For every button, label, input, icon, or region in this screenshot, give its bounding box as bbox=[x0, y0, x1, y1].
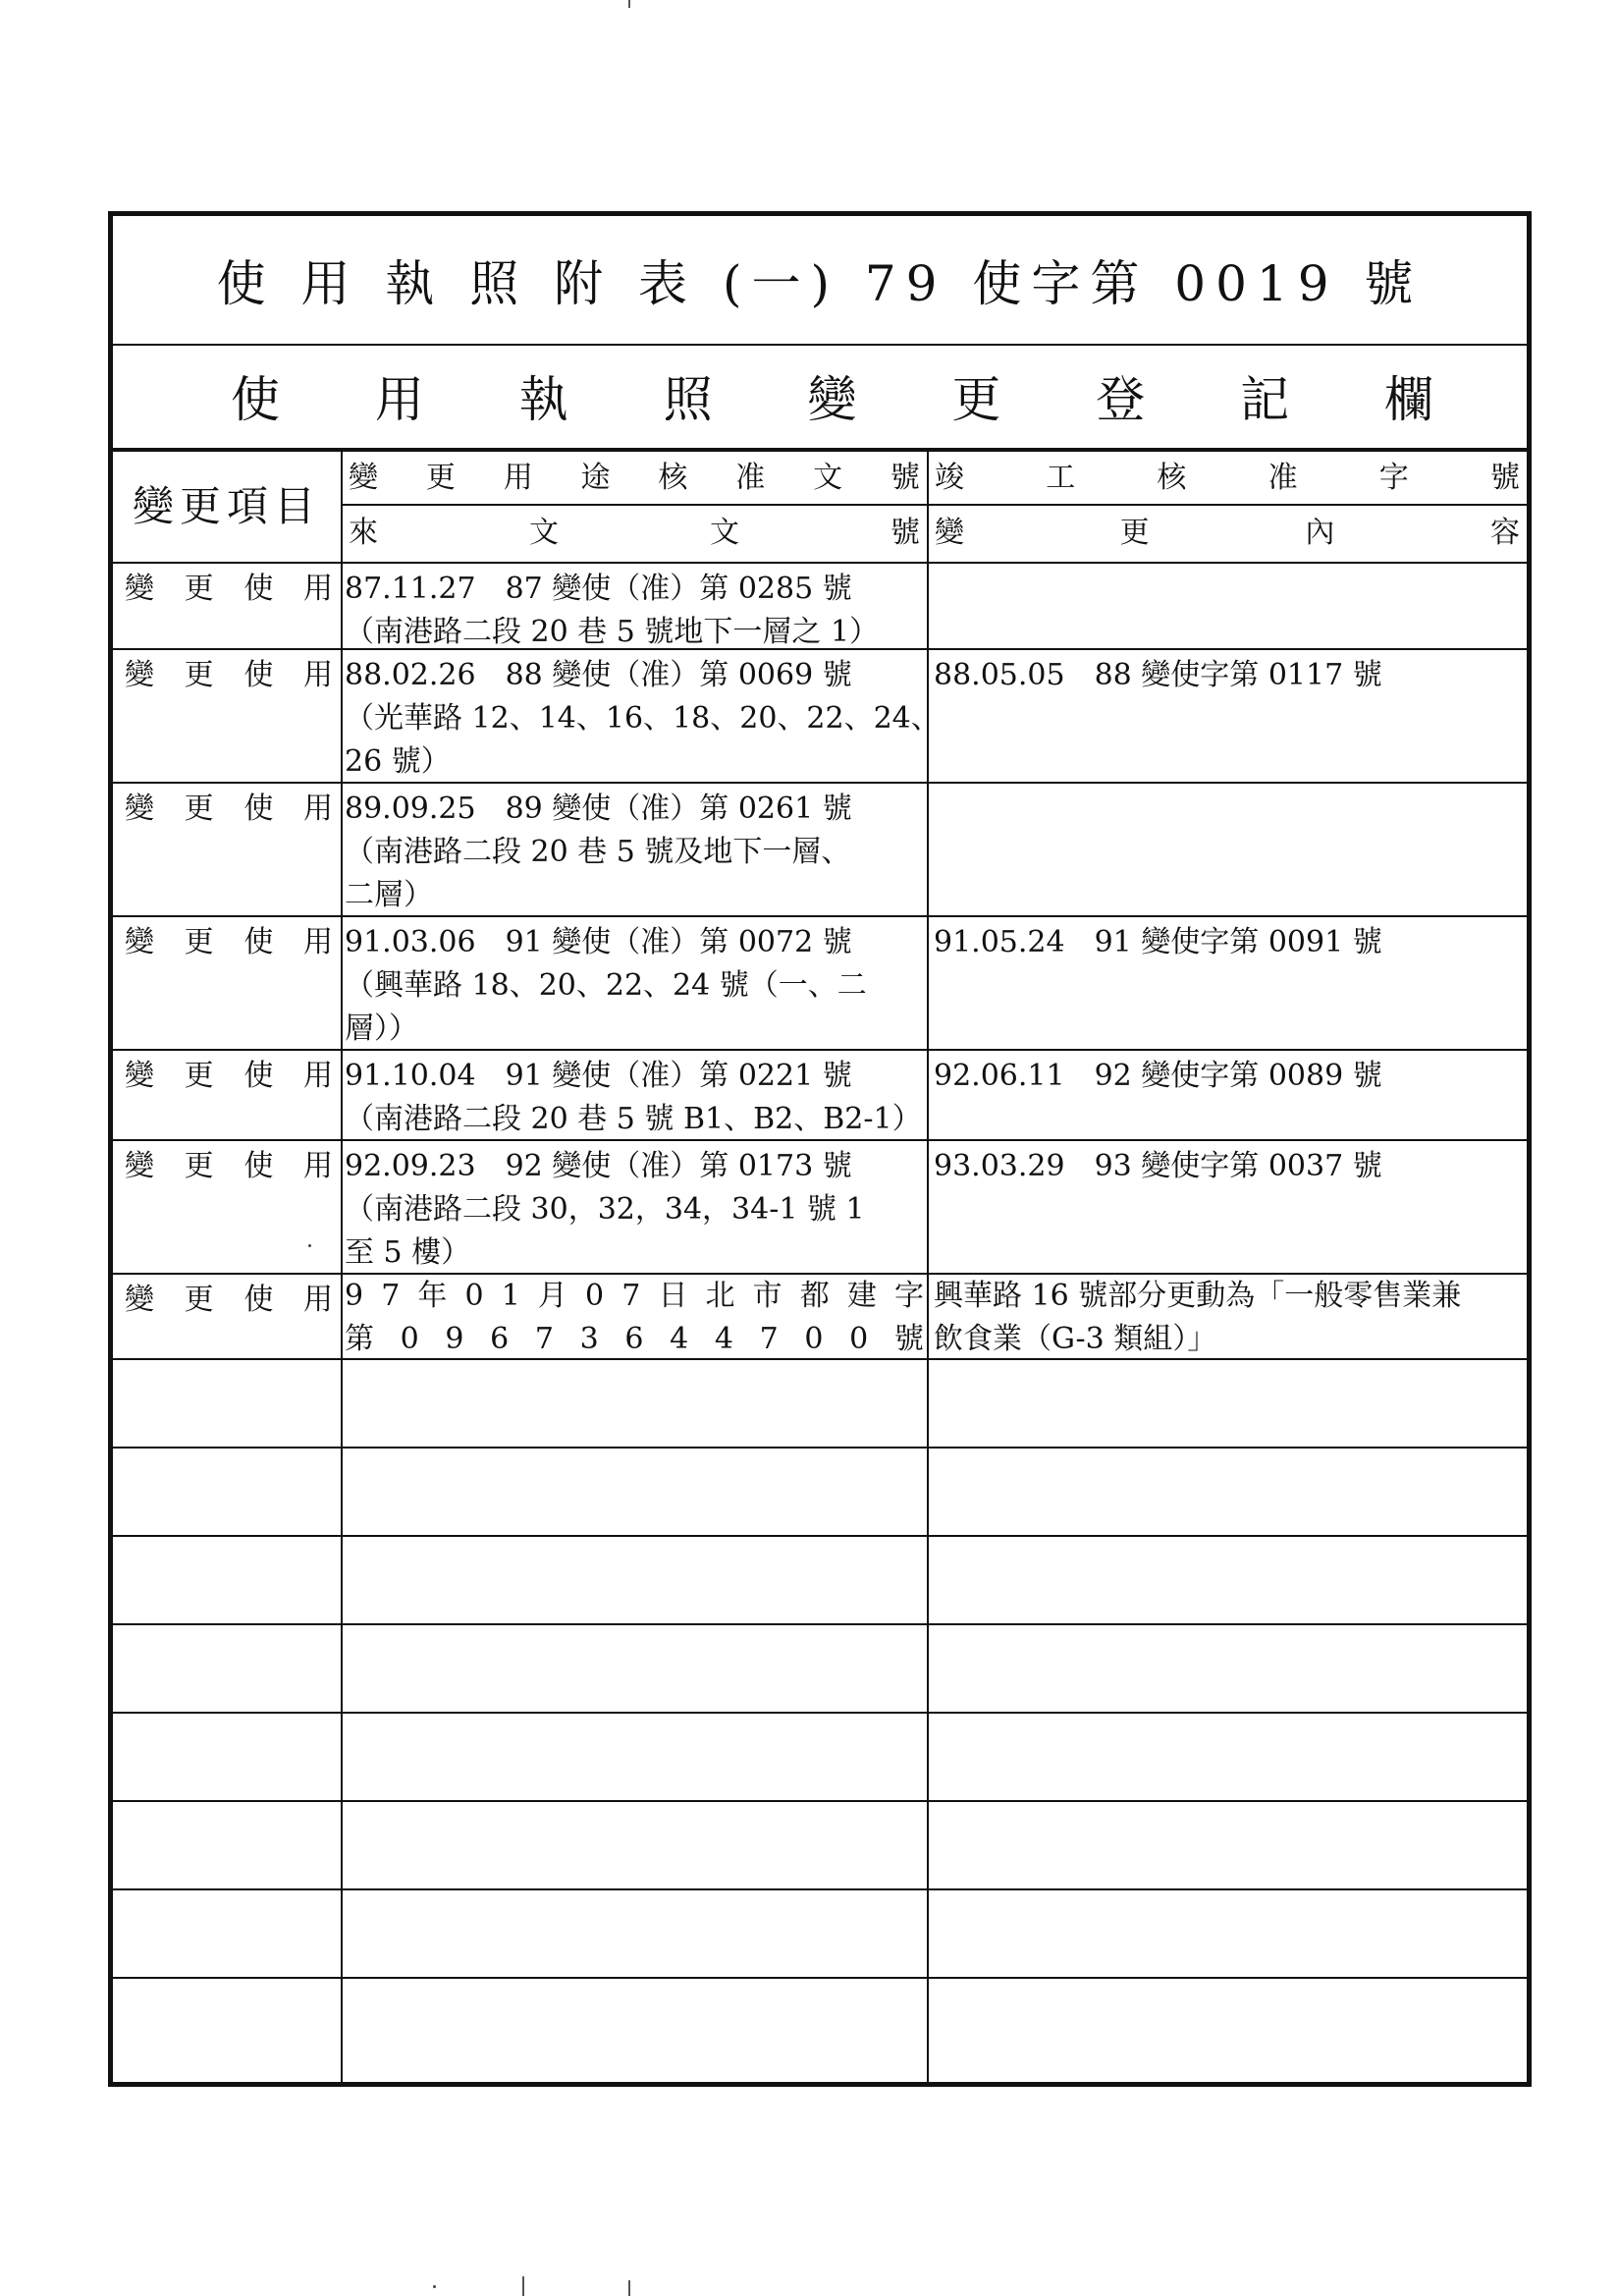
header-char: 變 bbox=[935, 516, 964, 550]
approval-doc-char: 7 bbox=[621, 1279, 641, 1313]
approval-doc-char: 4 bbox=[714, 1322, 733, 1356]
column-divider-1 bbox=[341, 452, 343, 2087]
change-item-char: 更 bbox=[184, 658, 214, 692]
change-content-line: 興華路 16 號部分更動為「一般零售業兼 bbox=[934, 1279, 1462, 1313]
change-item-char: 用 bbox=[302, 792, 333, 826]
approval-doc-line: 88.02.26 88 變使（准）第 0069 號 bbox=[345, 658, 852, 692]
header-char: 核 bbox=[1157, 461, 1187, 495]
change-item-char: 變 bbox=[125, 925, 154, 959]
approval-doc-char: 9 bbox=[445, 1322, 464, 1356]
header-completion-approval-no bbox=[935, 454, 1520, 503]
approval-doc-char: 9 bbox=[345, 1279, 364, 1313]
change-item-char: 更 bbox=[184, 1283, 214, 1317]
change-item-char: 用 bbox=[302, 1149, 333, 1183]
change-item-char: 使 bbox=[243, 792, 274, 826]
header-change-item-text: 變更項目 bbox=[132, 482, 321, 530]
approval-doc-line: （南港路二段 20 巷 5 號地下一層之 1） bbox=[345, 615, 880, 649]
change-item-char: 變 bbox=[125, 792, 154, 826]
approval-doc-char: 都 bbox=[799, 1279, 830, 1313]
approval-doc-char: 3 bbox=[579, 1322, 599, 1356]
section-title-char: 使 bbox=[231, 371, 280, 428]
header-incoming-doc-no bbox=[349, 508, 920, 559]
change-item-label bbox=[115, 1279, 339, 1322]
header-char: 文 bbox=[813, 461, 843, 495]
approval-doc-char: 6 bbox=[624, 1322, 644, 1356]
approval-doc-char: 7 bbox=[534, 1322, 554, 1356]
completion-approval-cell bbox=[934, 654, 1523, 782]
approval-doc-cell bbox=[345, 654, 941, 782]
approval-doc-char: 0 bbox=[849, 1322, 869, 1356]
completion-approval-cell bbox=[934, 1145, 1523, 1273]
approval-doc-line: 92.09.23 92 變使（准）第 0173 號 bbox=[345, 1149, 852, 1183]
row-line-14 bbox=[113, 1977, 1527, 1979]
change-item-char: 變 bbox=[125, 658, 154, 692]
approval-doc-char: 日 bbox=[658, 1279, 688, 1313]
change-item-char: 更 bbox=[184, 792, 214, 826]
header-char: 來 bbox=[349, 516, 378, 550]
approval-doc-line: 91.10.04 91 變使（准）第 0221 號 bbox=[345, 1059, 852, 1093]
approval-doc-char: 第 bbox=[345, 1322, 374, 1356]
section-title-char: 更 bbox=[951, 371, 1001, 428]
row-line-11 bbox=[113, 1712, 1527, 1714]
header-char: 核 bbox=[658, 461, 688, 495]
change-item-char: 使 bbox=[243, 1283, 274, 1317]
approval-doc-line: （南港路二段 20 巷 5 號及地下一層、 bbox=[345, 835, 851, 869]
section-title-char: 照 bbox=[663, 371, 713, 428]
approval-doc-char: 市 bbox=[752, 1279, 782, 1313]
change-item-char: 更 bbox=[184, 572, 214, 606]
approval-doc-line: 層）） bbox=[345, 1011, 418, 1046]
row-line-8 bbox=[113, 1447, 1527, 1449]
completion-approval-cell bbox=[934, 788, 1523, 915]
approval-doc-char: 0 bbox=[804, 1322, 824, 1356]
approval-doc-cell bbox=[345, 1145, 924, 1273]
change-item-char: 用 bbox=[302, 1059, 333, 1093]
section-title-char: 登 bbox=[1096, 371, 1146, 428]
approval-doc-line: （興華路 18、20、22、24 號（一、二 bbox=[345, 968, 867, 1003]
change-content-cell bbox=[934, 1275, 1529, 1361]
change-item-char: 使 bbox=[243, 1149, 274, 1183]
approval-doc-line bbox=[345, 1275, 924, 1318]
approval-doc-char: 建 bbox=[846, 1279, 877, 1313]
approval-doc-char: 年 bbox=[417, 1279, 448, 1313]
approval-doc-line: （光華路 12、14、16、18、20、22、24、 bbox=[345, 701, 941, 736]
header-char: 准 bbox=[735, 461, 766, 495]
change-item-char: 用 bbox=[302, 925, 333, 959]
approval-doc-line: （南港路二段 30，32，34，34-1 號 1 bbox=[345, 1192, 865, 1227]
completion-approval-line: 88.05.05 88 變使字第 0117 號 bbox=[934, 658, 1382, 692]
section-title-char: 用 bbox=[374, 371, 424, 428]
approval-doc-cell bbox=[345, 921, 924, 1049]
change-item-label bbox=[115, 1145, 339, 1188]
approval-doc-char: 月 bbox=[537, 1279, 567, 1313]
change-item-label bbox=[115, 1055, 339, 1098]
approval-doc-char: 0 bbox=[400, 1322, 419, 1356]
header-char: 號 bbox=[890, 516, 920, 550]
header-char: 更 bbox=[1119, 516, 1150, 550]
column-divider-2 bbox=[927, 452, 929, 2087]
approval-doc-char: 1 bbox=[501, 1279, 520, 1313]
approval-doc-line: 87.11.27 87 變使（准）第 0285 號 bbox=[345, 572, 852, 606]
header-char: 字 bbox=[1378, 461, 1409, 495]
change-item-label bbox=[115, 921, 339, 964]
scan-tick-bottom-2 bbox=[628, 2280, 630, 2296]
approval-doc-line bbox=[345, 1318, 924, 1361]
approval-doc-cell bbox=[345, 788, 924, 915]
approval-doc-char: 0 bbox=[585, 1279, 605, 1313]
change-item-char: 更 bbox=[184, 1149, 214, 1183]
header-char: 用 bbox=[503, 461, 533, 495]
scan-dot bbox=[433, 2285, 436, 2288]
completion-approval-line: 92.06.11 92 變使字第 0089 號 bbox=[934, 1059, 1382, 1093]
approval-doc-line: 至 5 樓） bbox=[345, 1235, 471, 1270]
completion-approval-line: 91.05.24 91 變使字第 0091 號 bbox=[934, 925, 1382, 959]
approval-doc-line: （南港路二段 20 巷 5 號 B1、B2、B2-1） bbox=[345, 1102, 922, 1136]
approval-doc-char: 4 bbox=[670, 1322, 689, 1356]
scan-tick-bottom-1 bbox=[522, 2276, 524, 2296]
row-line-10 bbox=[113, 1623, 1527, 1625]
scan-tick-top bbox=[628, 0, 630, 8]
header-change-item bbox=[113, 452, 341, 562]
header-char: 途 bbox=[580, 461, 611, 495]
section-title-char: 欄 bbox=[1384, 371, 1433, 428]
section-title-char: 記 bbox=[1240, 371, 1290, 428]
document-title bbox=[113, 216, 1527, 346]
change-item-char: 更 bbox=[184, 925, 214, 959]
change-item-char: 用 bbox=[302, 658, 333, 692]
header-char: 變 bbox=[349, 461, 378, 495]
usage-permit-form bbox=[108, 211, 1532, 2087]
header-approval-doc-no bbox=[349, 454, 920, 503]
header-char: 內 bbox=[1305, 516, 1335, 550]
approval-doc-line: 26 號） bbox=[345, 744, 451, 779]
change-item-char: 使 bbox=[243, 925, 274, 959]
document-title-text: 使 用 執 照 附 表 (一) 79 使字第 0019 號 bbox=[216, 255, 1424, 312]
change-item-char: 更 bbox=[184, 1059, 214, 1093]
header-char: 文 bbox=[529, 516, 559, 550]
change-content-line: 飲食業（G-3 類組）」 bbox=[934, 1322, 1217, 1356]
approval-doc-line: 89.09.25 89 變使（准）第 0261 號 bbox=[345, 792, 852, 826]
change-item-label bbox=[115, 788, 339, 831]
header-mid-line bbox=[341, 504, 1527, 506]
change-item-label bbox=[115, 568, 339, 611]
header-char: 容 bbox=[1489, 516, 1520, 550]
header-char: 工 bbox=[1046, 461, 1076, 495]
approval-doc-char: 北 bbox=[705, 1279, 735, 1313]
header-char: 竣 bbox=[935, 461, 964, 495]
approval-doc-line: 91.03.06 91 變使（准）第 0072 號 bbox=[345, 925, 852, 959]
change-item-char: 用 bbox=[302, 1283, 333, 1317]
section-title-char: 變 bbox=[807, 371, 857, 428]
change-item-char: 變 bbox=[125, 1149, 154, 1183]
approval-doc-char: 7 bbox=[759, 1322, 779, 1356]
approval-doc-cell bbox=[345, 1275, 924, 1361]
header-char: 號 bbox=[890, 461, 920, 495]
approval-doc-char: 字 bbox=[893, 1279, 924, 1313]
approval-doc-char: 0 bbox=[464, 1279, 484, 1313]
change-item-char: 變 bbox=[125, 572, 154, 606]
header-char: 更 bbox=[425, 461, 456, 495]
change-item-char: 使 bbox=[243, 658, 274, 692]
header-char: 號 bbox=[1489, 461, 1520, 495]
header-change-content bbox=[935, 508, 1520, 559]
header-bottom-line bbox=[113, 562, 1527, 564]
change-item-char: 使 bbox=[243, 572, 274, 606]
row-line-9 bbox=[113, 1535, 1527, 1537]
row-line-12 bbox=[113, 1800, 1527, 1802]
change-item-char: 變 bbox=[125, 1059, 154, 1093]
change-record-table bbox=[113, 452, 1527, 2087]
header-char: 文 bbox=[710, 516, 739, 550]
approval-doc-char: 7 bbox=[381, 1279, 401, 1313]
section-title bbox=[113, 344, 1527, 452]
change-item-char: 使 bbox=[243, 1059, 274, 1093]
row-line-13 bbox=[113, 1888, 1527, 1890]
approval-doc-char: 6 bbox=[490, 1322, 510, 1356]
approval-doc-char: 號 bbox=[893, 1322, 924, 1356]
change-item-char: 變 bbox=[125, 1283, 154, 1317]
change-item-char: 用 bbox=[302, 572, 333, 606]
completion-approval-line: 93.03.29 93 變使字第 0037 號 bbox=[934, 1149, 1382, 1183]
completion-approval-cell bbox=[934, 921, 1523, 1049]
change-item-label bbox=[115, 654, 339, 697]
section-title-char: 執 bbox=[518, 371, 568, 428]
approval-doc-line: 二層） bbox=[345, 878, 433, 912]
section-title-chars bbox=[231, 344, 1433, 448]
header-char: 准 bbox=[1267, 461, 1298, 495]
